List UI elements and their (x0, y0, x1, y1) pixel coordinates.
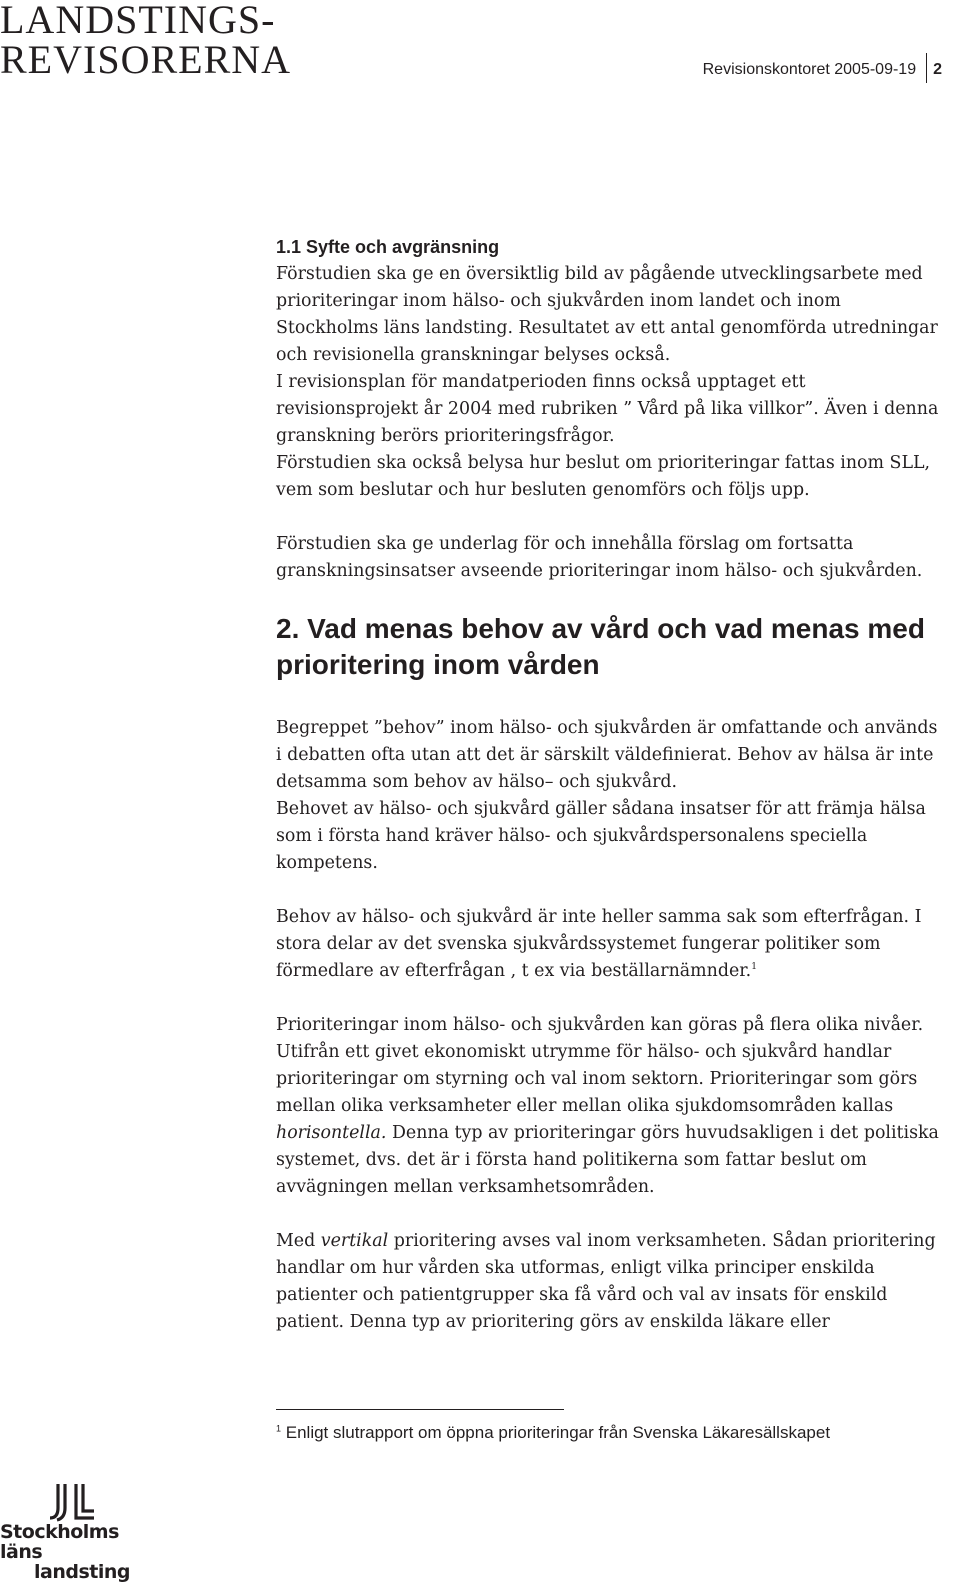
paragraph: Behovet av hälso- och sjukvård gäller sådana insatser för att främja hälsa som i första hand kräver hälso- och sjukvårdspersonalens speciella kompetens. (276, 799, 926, 873)
page-number: 2 (933, 61, 942, 78)
logo-line2: landsting (34, 1561, 130, 1583)
org-title-line1: LANDSTINGS- (0, 0, 276, 42)
logo-line1: Stockholms läns (0, 1521, 119, 1563)
paragraph: Begreppet ”behov” inom hälso- och sjukvården är omfattande och används i debatten ofta utan att det är särskilt väldefinierat. Behov av hälsa är inte detsamma som behov av hälso– och sjukvård. (276, 718, 938, 792)
paragraph (276, 1228, 948, 1336)
footnote-ref[interactable]: 1 (751, 962, 757, 973)
office-date: Revisionskontoret 2005-09-19 (702, 61, 917, 78)
paragraph-text: Prioriteringar inom hälso- och sjukvården kan göras på flera olika nivåer. Utifrån ett givet ekonomiskt utrymme för hälso- och sjukvård handlar prioriteringar om styrning och val inom sektorn. Prioriteringar som görs mellan olika verksamheter eller mellan olika sjukdomsområden kallas (276, 1015, 924, 1116)
footnote-text: Enligt slutrapport om öppna prioriteringar från Svenska Läkaresällskapet (285, 1423, 831, 1442)
footnote-divider (276, 1409, 564, 1410)
paragraph: Förstudien ska ge en översiktlig bild av pågående utvecklingsarbete med prioriteringar inom hälso- och sjukvården inom landet och inom Stockholms läns landsting. Resultatet av ett antal genomförda utredningar och revisionella granskningar belyses också. (276, 264, 938, 365)
section-2-heading: 2. Vad menas behov av vård och vad menas med prioritering inom vården (276, 613, 925, 680)
paragraph (276, 1012, 948, 1201)
paragraph-text: Denna typ av prioriteringar görs huvudsakligen i det politiska systemet, dvs. det är i första hand politikerna som fattar beslut om avvägningen mellan verksamhetsområden. (276, 1123, 939, 1197)
org-title (0, 0, 291, 80)
logo (0, 1482, 150, 1582)
footnote-number: 1 (276, 1423, 282, 1434)
paragraph (276, 904, 948, 985)
org-title-line2: REVISORERNA (0, 37, 292, 82)
paragraph-text: Med (276, 1231, 321, 1251)
footnote (276, 1420, 948, 1446)
paragraph-text: prioritering avses val inom verksamheten. Sådan prioritering handlar om hur vården ska utformas, enligt vilka principer enskilda patienter och patientgrupper ska få vård och val av insats för enskild patient. Denna typ av prioritering görs av enskilda läkare eller (276, 1231, 936, 1332)
paragraph: Förstudien ska ge underlag för och innehålla förslag om fortsatta granskningsinsatser avseende prioriteringar inom hälso- och sjukvården. (276, 534, 923, 581)
paragraph-text: Behov av hälso- och sjukvård är inte heller samma sak som efterfrågan. I stora delar av det svenska sjukvårdssystemet fungerar politiker som förmedlare av efterfrågan , t ex via beställarnämnder. (276, 907, 922, 981)
emphasis-horisontella: horisontella. (276, 1123, 387, 1143)
emphasis-vertikal: vertikal (320, 1231, 389, 1251)
header-meta (703, 55, 942, 85)
paragraph: I revisionsplan för mandatperioden finns också upptaget ett revisionsprojekt år 2004 med rubriken ” Vård på lika villkor”. Även i denna granskning berörs prioriteringsfrågor. (276, 372, 939, 446)
sll-emblem-icon (48, 1482, 96, 1522)
main-content (276, 234, 948, 1336)
paragraph: Förstudien ska också belysa hur beslut om prioriteringar fattas inom SLL, vem som beslutar och hur besluten genomförs och följs upp. (276, 453, 931, 500)
logo-text (0, 1522, 150, 1582)
section-1-1-heading: 1.1 Syfte och avgränsning (276, 237, 500, 257)
header-divider (926, 53, 927, 83)
